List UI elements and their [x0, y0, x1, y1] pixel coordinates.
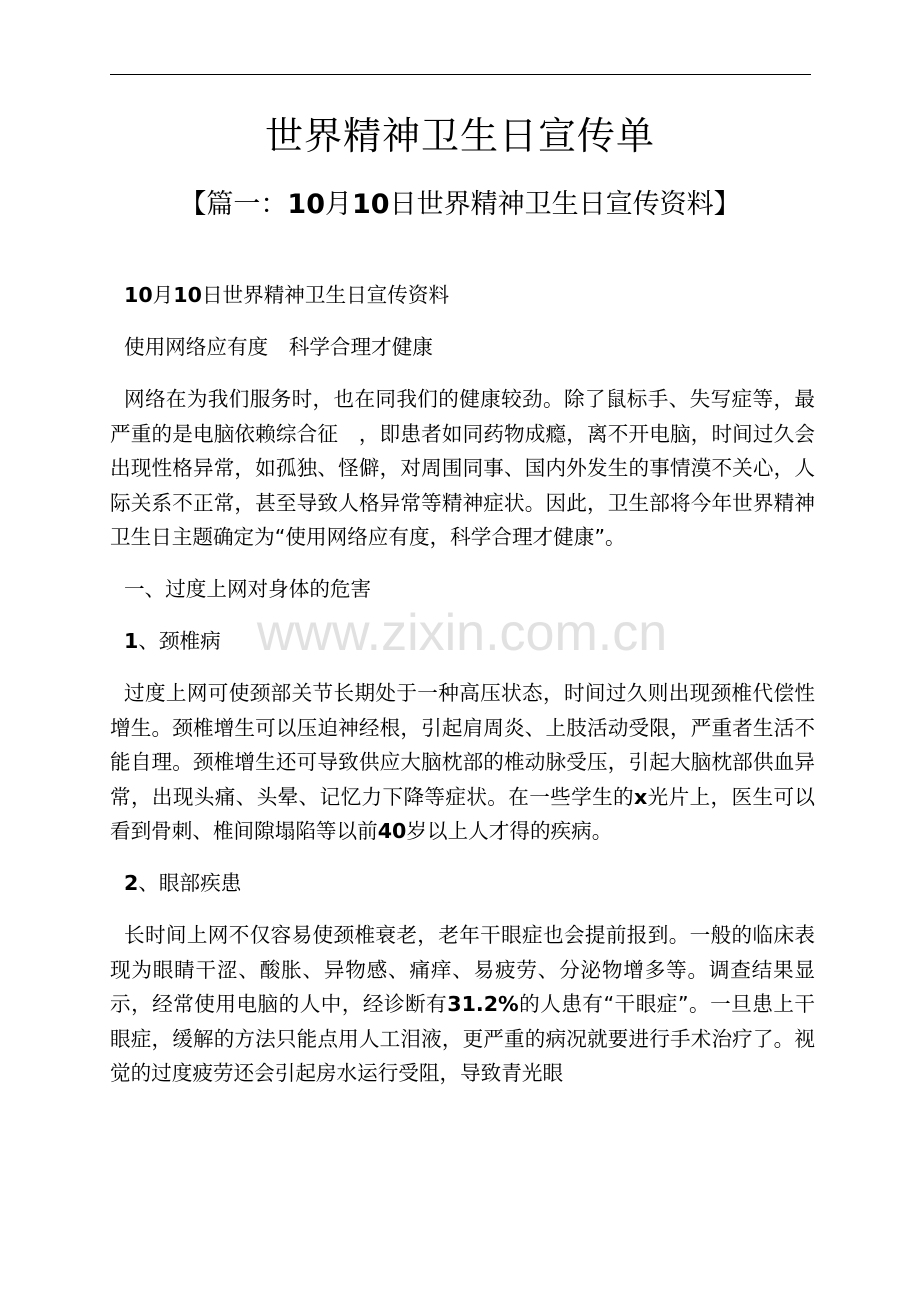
paragraph-text: 岁以上人才得的疾病。: [406, 819, 613, 843]
item-label: 、颈椎病: [138, 629, 221, 653]
heading-text: 日世界精神卫生日宣传资料: [201, 283, 450, 307]
document-body: [110, 278, 815, 1108]
watermark: www.zixin.com.cn: [256, 604, 668, 662]
page-subtitle: [0, 183, 920, 227]
header-rule: [110, 74, 811, 75]
item-heading: [110, 866, 815, 901]
heading-number: 10: [173, 283, 202, 307]
subtitle-month: 月: [325, 189, 352, 220]
section-heading: 一、过度上网对身体的危害: [124, 577, 372, 601]
paragraph-bold: x: [634, 784, 648, 809]
paragraph-text: 光片上，医生可以看到骨刺、椎间隙塌陷等以前: [110, 784, 815, 843]
paragraph-text: 的人患有“干眼症”。一旦患上干眼症，缓解的方法只能点用人工泪液，更严重的病况就要进行手术治疗了。视觉的过度疲劳还会引起房水运行受阻，导致青光眼: [110, 992, 815, 1085]
paragraph-bold: 40: [377, 819, 407, 843]
item-number: 1: [124, 629, 139, 653]
subtitle-rest: 日世界精神卫生日宣传资料】: [389, 189, 741, 220]
section-heading: [110, 278, 815, 313]
paragraph-text: 长时间上网不仅容易使颈椎衰老，老年干眼症也会提前报到。一般的临床表现为眼睛干涩、酸胀、异物感、痛痒、易疲劳、分泌物增多等。调查结果显示，经常使用电脑的人中，经诊断有: [110, 923, 815, 1016]
paragraph-text: 过度上网可使颈部关节长期处于一种高压状态，时间过久则出现颈椎代偿性增生。颈椎增生可以压迫神经根，引起肩周炎、上肢活动受限，严重者生活不能自理。颈椎增生还可导致供应大脑枕部的椎动脉受压，引起大脑枕部供血异常，出现头痛、头晕、记忆力下降等症状。在一些学生的: [110, 681, 815, 809]
item-heading: [110, 624, 815, 659]
item-number: 2: [124, 871, 139, 895]
heading-number: 10: [124, 283, 153, 307]
subtitle-number: 10: [287, 189, 325, 220]
subtitle-number: 10: [352, 189, 390, 220]
item-label: 、眼部疾患: [138, 871, 242, 895]
slogan-paragraph: 使用网络应有度 科学合理才健康: [124, 335, 433, 359]
paragraph-bold: 31.2%: [447, 992, 519, 1016]
cervical-paragraph: [110, 676, 815, 849]
heading-text: 月: [152, 283, 174, 307]
eyes-paragraph: [110, 918, 815, 1091]
page-title: 世界精神卫生日宣传单: [264, 114, 655, 158]
intro-paragraph: 网络在为我们服务时，也在同我们的健康较劲。除了鼠标手、失写症等，最严重的是电脑依赖综合征 ，即患者如同药物成瘾，离不开电脑，时间过久会出现性格异常，如孤独、怪僻，对周围同事、国内外发生的事情漠不关心，人际关系不正常，甚至导致人格异常等精神症状。因此，卫生部将今年世界精神卫生日主题确定为“使用网络应有度，科学合理才健康”。: [110, 387, 815, 549]
subtitle-open: 【篇一：: [179, 189, 288, 220]
